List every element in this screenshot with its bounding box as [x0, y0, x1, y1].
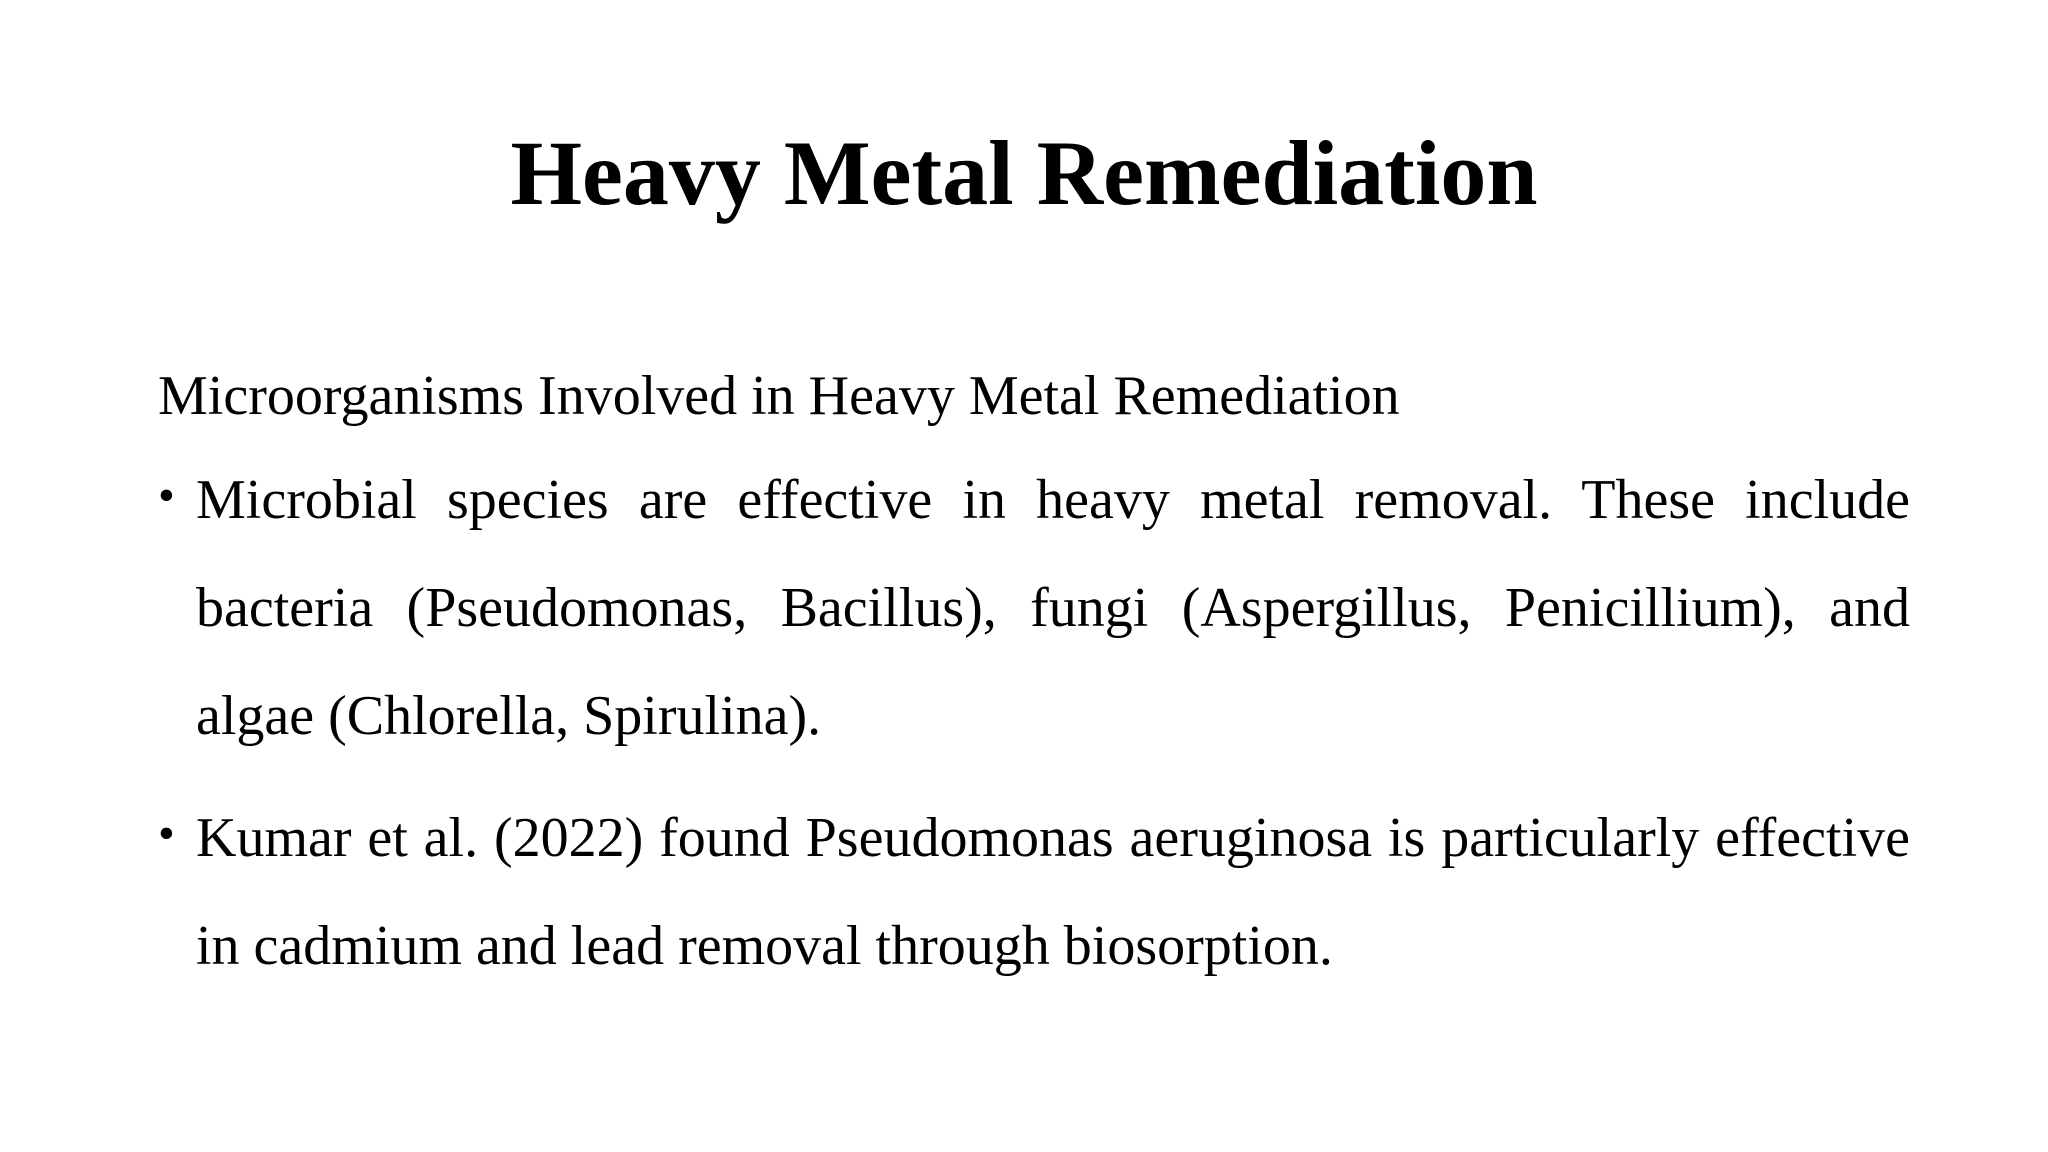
bullet-item [158, 446, 1910, 770]
slide-title: Heavy Metal Remediation [510, 122, 1538, 224]
bullet-item [158, 784, 1910, 1000]
bullet-point-icon: • [158, 807, 175, 860]
bullet-list [158, 446, 1910, 1000]
bullet-text: Kumar et al. (2022) found Pseudomonas aeruginosa is particularly effective in cadmium and lead removal through biosorption. [196, 807, 1910, 977]
bullet-point-icon: • [158, 469, 175, 522]
slide-subheading: Microorganisms Involved in Heavy Metal Remediation [158, 365, 1400, 427]
slide-body [158, 358, 1910, 1000]
bullet-text: Microbial species are effective in heavy metal removal. These include bacteria (Pseudomonas, Bacillus), fungi (Aspergillus, Penicillium), and algae (Chlorella, Spirulina). [196, 469, 1910, 747]
